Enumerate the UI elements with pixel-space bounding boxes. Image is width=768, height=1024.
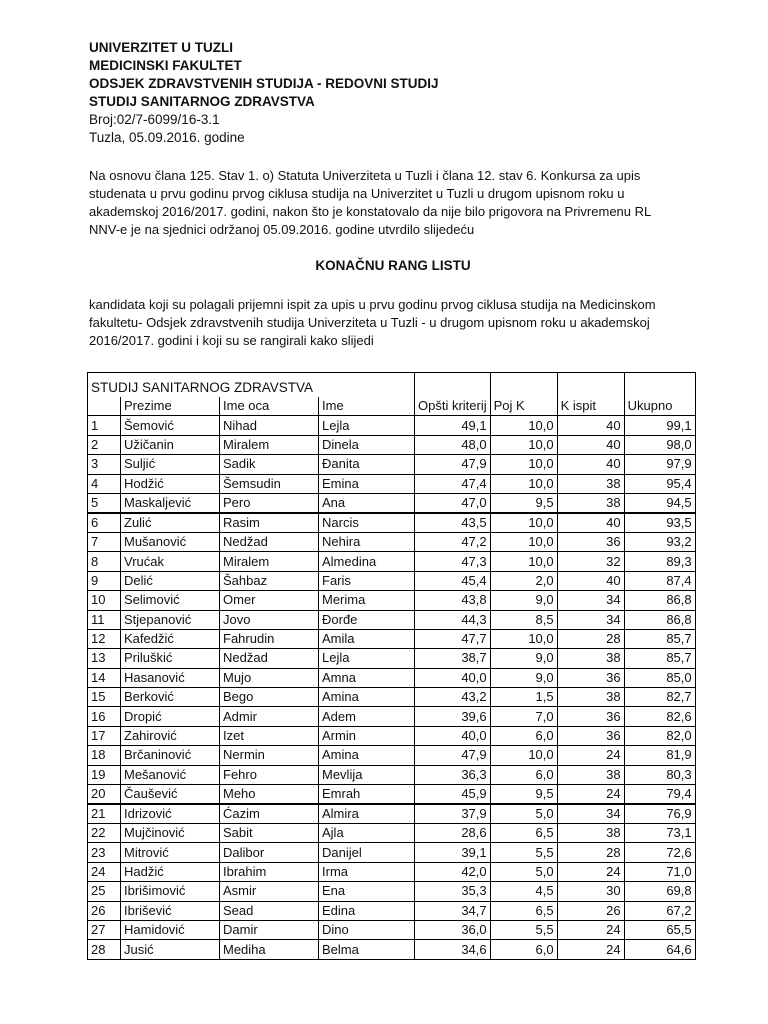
ime-oca-cell: Rasim xyxy=(220,513,319,533)
opsti-kriterij-cell: 38,7 xyxy=(415,649,491,668)
ime-cell: Edina xyxy=(319,901,415,920)
description-line: fakultetu- Odsjek zdravstvenih studija Univerziteta u Tuzli - u drugom upisnom roku u akademskoj xyxy=(89,315,650,330)
k-ispit-cell: 36 xyxy=(557,668,624,687)
ukupno-cell: 82,6 xyxy=(624,707,695,726)
poj-k-cell: 6,0 xyxy=(490,726,557,745)
k-ispit-cell: 38 xyxy=(557,474,624,493)
ukupno-cell: 82,7 xyxy=(624,688,695,707)
poj-k-cell: 10,0 xyxy=(490,552,557,571)
faculty-name: MEDICINSKI FAKULTET xyxy=(89,58,242,73)
rank-cell: 11 xyxy=(88,610,121,629)
ime-oca-cell: Nihad xyxy=(220,416,319,435)
ime-cell: Dino xyxy=(319,920,415,939)
k-ispit-cell: 38 xyxy=(557,688,624,707)
prezime-cell: Čaušević xyxy=(121,785,220,805)
poj-k-cell: 4,5 xyxy=(490,882,557,901)
k-ispit-cell: 24 xyxy=(557,920,624,939)
ukupno-cell: 80,3 xyxy=(624,765,695,784)
ime-cell: Armin xyxy=(319,726,415,745)
opsti-kriterij-cell: 39,6 xyxy=(415,707,491,726)
ukupno-cell: 86,8 xyxy=(624,610,695,629)
reference-number: Broj:02/7-6099/16-3.1 xyxy=(89,112,220,127)
k-ispit-cell: 30 xyxy=(557,882,624,901)
rank-cell: 26 xyxy=(88,901,121,920)
rank-cell: 28 xyxy=(88,940,121,959)
ime-cell: Irma xyxy=(319,862,415,881)
table-row xyxy=(88,532,696,551)
description-line: 2016/2017. godini i koji su se rangirali kako slijedi xyxy=(89,333,374,348)
table-row xyxy=(88,610,696,629)
opsti-kriterij-cell: 35,3 xyxy=(415,882,491,901)
ukupno-cell: 76,9 xyxy=(624,804,695,824)
study-program-name: STUDIJ SANITARNOG ZDRAVSTVA xyxy=(89,94,315,109)
ime-oca-cell: Sadik xyxy=(220,455,319,474)
ime-oca-cell: Pero xyxy=(220,493,319,513)
ukupno-cell: 82,0 xyxy=(624,726,695,745)
table-row xyxy=(88,629,696,648)
table-row xyxy=(88,785,696,805)
ime-cell: Adem xyxy=(319,707,415,726)
document-date: Tuzla, 05.09.2016. godine xyxy=(89,130,245,145)
ime-cell: Đanita xyxy=(319,455,415,474)
ime-cell: Faris xyxy=(319,571,415,590)
k-ispit-cell: 28 xyxy=(557,843,624,862)
k-ispit-cell: 24 xyxy=(557,862,624,881)
description-line: kandidata koji su polagali prijemni ispit za upis u prvu godinu prvog ciklusa studija na Medicinskom xyxy=(89,297,656,312)
prezime-cell: Idrizović xyxy=(121,804,220,824)
rank-cell: 9 xyxy=(88,571,121,590)
ime-oca-cell: Omer xyxy=(220,591,319,610)
ukupno-cell: 85,7 xyxy=(624,629,695,648)
poj-k-cell: 6,0 xyxy=(490,765,557,784)
k-ispit-cell: 40 xyxy=(557,416,624,435)
table-row xyxy=(88,901,696,920)
prezime-cell: Stjepanović xyxy=(121,610,220,629)
table-cell xyxy=(624,373,695,397)
poj-k-cell: 9,5 xyxy=(490,493,557,513)
ukupno-cell: 99,1 xyxy=(624,416,695,435)
rank-cell: 25 xyxy=(88,882,121,901)
prezime-cell: Mešanović xyxy=(121,765,220,784)
table-row xyxy=(88,688,696,707)
ime-cell: Amina xyxy=(319,746,415,765)
poj-k-cell: 10,0 xyxy=(490,513,557,533)
table-title-row xyxy=(88,373,696,397)
k-ispit-cell: 36 xyxy=(557,726,624,745)
column-header-ime-oca: Ime oca xyxy=(220,397,319,416)
table-row xyxy=(88,416,696,435)
k-ispit-cell: 36 xyxy=(557,707,624,726)
rank-cell: 21 xyxy=(88,804,121,824)
poj-k-cell: 6,5 xyxy=(490,901,557,920)
prezime-cell: Hadžić xyxy=(121,862,220,881)
prezime-cell: Zahirović xyxy=(121,726,220,745)
opsti-kriterij-cell: 44,3 xyxy=(415,610,491,629)
ime-oca-cell: Asmir xyxy=(220,882,319,901)
k-ispit-cell: 38 xyxy=(557,493,624,513)
ranking-table xyxy=(87,372,696,960)
k-ispit-cell: 34 xyxy=(557,610,624,629)
k-ispit-cell: 24 xyxy=(557,785,624,805)
ukupno-cell: 85,0 xyxy=(624,668,695,687)
ukupno-cell: 71,0 xyxy=(624,862,695,881)
rank-cell: 7 xyxy=(88,532,121,551)
ime-oca-cell: Jovo xyxy=(220,610,319,629)
poj-k-cell: 5,5 xyxy=(490,843,557,862)
table-row xyxy=(88,571,696,590)
k-ispit-cell: 38 xyxy=(557,824,624,843)
k-ispit-cell: 40 xyxy=(557,571,624,590)
table-cell xyxy=(557,373,624,397)
poj-k-cell: 10,0 xyxy=(490,746,557,765)
prezime-cell: Kafedžić xyxy=(121,629,220,648)
intro-line: studenata u prvu godinu prvog ciklusa studija na Univerzitet u Tuzli u drugom upisnom roku u xyxy=(89,186,625,201)
opsti-kriterij-cell: 28,6 xyxy=(415,824,491,843)
ime-cell: Emrah xyxy=(319,785,415,805)
prezime-cell: Mitrović xyxy=(121,843,220,862)
department-name: ODSJEK ZDRAVSTVENIH STUDIJA - REDOVNI STUDIJ xyxy=(89,76,439,91)
k-ispit-cell: 40 xyxy=(557,435,624,454)
ime-oca-cell: Ibrahim xyxy=(220,862,319,881)
k-ispit-cell: 24 xyxy=(557,746,624,765)
ukupno-cell: 93,5 xyxy=(624,513,695,533)
opsti-kriterij-cell: 34,7 xyxy=(415,901,491,920)
table-row xyxy=(88,591,696,610)
ukupno-cell: 87,4 xyxy=(624,571,695,590)
poj-k-cell: 5,0 xyxy=(490,804,557,824)
table-row xyxy=(88,726,696,745)
prezime-cell: Selimović xyxy=(121,591,220,610)
opsti-kriterij-cell: 45,9 xyxy=(415,785,491,805)
rank-cell: 4 xyxy=(88,474,121,493)
opsti-kriterij-cell: 47,3 xyxy=(415,552,491,571)
ukupno-cell: 79,4 xyxy=(624,785,695,805)
ime-cell: Mevlija xyxy=(319,765,415,784)
opsti-kriterij-cell: 47,4 xyxy=(415,474,491,493)
rank-cell: 3 xyxy=(88,455,121,474)
ime-oca-cell: Sabit xyxy=(220,824,319,843)
poj-k-cell: 10,0 xyxy=(490,455,557,474)
opsti-kriterij-cell: 49,1 xyxy=(415,416,491,435)
ime-cell: Merima xyxy=(319,591,415,610)
opsti-kriterij-cell: 39,1 xyxy=(415,843,491,862)
prezime-cell: Šemović xyxy=(121,416,220,435)
table-title: STUDIJ SANITARNOG ZDRAVSTVA xyxy=(88,373,415,397)
k-ispit-cell: 34 xyxy=(557,804,624,824)
table-row xyxy=(88,920,696,939)
ime-oca-cell: Admir xyxy=(220,707,319,726)
ime-cell: Almedina xyxy=(319,552,415,571)
rank-cell: 5 xyxy=(88,493,121,513)
table-row xyxy=(88,668,696,687)
poj-k-cell: 6,5 xyxy=(490,824,557,843)
ime-cell: Ena xyxy=(319,882,415,901)
prezime-cell: Hodžić xyxy=(121,474,220,493)
column-header-ukupno: Ukupno xyxy=(624,397,695,416)
ime-oca-cell: Izet xyxy=(220,726,319,745)
ukupno-cell: 93,2 xyxy=(624,532,695,551)
table-row xyxy=(88,940,696,959)
table-row xyxy=(88,435,696,454)
poj-k-cell: 1,5 xyxy=(490,688,557,707)
ime-oca-cell: Mujo xyxy=(220,668,319,687)
column-header xyxy=(88,397,121,416)
table-row xyxy=(88,474,696,493)
ime-oca-cell: Sead xyxy=(220,901,319,920)
ukupno-cell: 65,5 xyxy=(624,920,695,939)
prezime-cell: Ibrišimović xyxy=(121,882,220,901)
ukupno-cell: 95,4 xyxy=(624,474,695,493)
ime-cell: Almira xyxy=(319,804,415,824)
poj-k-cell: 6,0 xyxy=(490,940,557,959)
poj-k-cell: 10,0 xyxy=(490,474,557,493)
prezime-cell: Delić xyxy=(121,571,220,590)
intro-line: akademskoj 2016/2017. godini, nakon što je konstatovalo da nije bilo prigovora na Privremenu RL xyxy=(89,204,652,219)
rank-cell: 18 xyxy=(88,746,121,765)
table-row xyxy=(88,862,696,881)
rank-cell: 16 xyxy=(88,707,121,726)
poj-k-cell: 10,0 xyxy=(490,629,557,648)
rank-cell: 13 xyxy=(88,649,121,668)
prezime-cell: Ibrišević xyxy=(121,901,220,920)
prezime-cell: Vrućak xyxy=(121,552,220,571)
opsti-kriterij-cell: 37,9 xyxy=(415,804,491,824)
rank-cell: 2 xyxy=(88,435,121,454)
opsti-kriterij-cell: 47,0 xyxy=(415,493,491,513)
ime-oca-cell: Damir xyxy=(220,920,319,939)
k-ispit-cell: 38 xyxy=(557,765,624,784)
ukupno-cell: 97,9 xyxy=(624,455,695,474)
prezime-cell: Brčaninović xyxy=(121,746,220,765)
ime-oca-cell: Nedžad xyxy=(220,649,319,668)
rank-cell: 6 xyxy=(88,513,121,533)
poj-k-cell: 9,0 xyxy=(490,591,557,610)
table-row xyxy=(88,746,696,765)
ime-cell: Nehira xyxy=(319,532,415,551)
opsti-kriterij-cell: 47,9 xyxy=(415,455,491,474)
k-ispit-cell: 28 xyxy=(557,629,624,648)
opsti-kriterij-cell: 40,0 xyxy=(415,726,491,745)
k-ispit-cell: 36 xyxy=(557,532,624,551)
opsti-kriterij-cell: 45,4 xyxy=(415,571,491,590)
prezime-cell: Mujčinović xyxy=(121,824,220,843)
ime-oca-cell: Fahrudin xyxy=(220,629,319,648)
opsti-kriterij-cell: 43,2 xyxy=(415,688,491,707)
poj-k-cell: 9,0 xyxy=(490,649,557,668)
rank-cell: 22 xyxy=(88,824,121,843)
university-name: UNIVERZITET U TUZLI xyxy=(89,40,233,55)
column-header-poj-k: Poj K xyxy=(490,397,557,416)
ime-cell: Emina xyxy=(319,474,415,493)
opsti-kriterij-cell: 47,9 xyxy=(415,746,491,765)
k-ispit-cell: 26 xyxy=(557,901,624,920)
ime-cell: Belma xyxy=(319,940,415,959)
k-ispit-cell: 32 xyxy=(557,552,624,571)
ime-oca-cell: Nermin xyxy=(220,746,319,765)
prezime-cell: Jusić xyxy=(121,940,220,959)
rank-cell: 17 xyxy=(88,726,121,745)
k-ispit-cell: 40 xyxy=(557,455,624,474)
rank-cell: 20 xyxy=(88,785,121,805)
rank-cell: 8 xyxy=(88,552,121,571)
table-row xyxy=(88,493,696,513)
ukupno-cell: 81,9 xyxy=(624,746,695,765)
ukupno-cell: 69,8 xyxy=(624,882,695,901)
ime-cell: Amila xyxy=(319,629,415,648)
intro-line: NNV-e je na sjednici održanoj 05.09.2016. godine utvrdilo slijedeću xyxy=(89,222,475,237)
intro-line: Na osnovu člana 125. Stav 1. o) Statuta Univerziteta u Tuzli i člana 12. stav 6. Konkursa za upis xyxy=(89,168,641,183)
ime-cell: Danijel xyxy=(319,843,415,862)
rank-list-title: KONAČNU RANG LISTU xyxy=(315,258,471,273)
opsti-kriterij-cell: 43,8 xyxy=(415,591,491,610)
table-header-row xyxy=(88,397,696,416)
poj-k-cell: 5,0 xyxy=(490,862,557,881)
opsti-kriterij-cell: 40,0 xyxy=(415,668,491,687)
rank-cell: 24 xyxy=(88,862,121,881)
ukupno-cell: 64,6 xyxy=(624,940,695,959)
ime-oca-cell: Fehro xyxy=(220,765,319,784)
k-ispit-cell: 24 xyxy=(557,940,624,959)
opsti-kriterij-cell: 47,2 xyxy=(415,532,491,551)
table-row xyxy=(88,513,696,533)
prezime-cell: Mušanović xyxy=(121,532,220,551)
prezime-cell: Užičanin xyxy=(121,435,220,454)
ime-oca-cell: Bego xyxy=(220,688,319,707)
table-row xyxy=(88,552,696,571)
table-row xyxy=(88,649,696,668)
prezime-cell: Zulić xyxy=(121,513,220,533)
poj-k-cell: 10,0 xyxy=(490,435,557,454)
table-row xyxy=(88,455,696,474)
ime-oca-cell: Mediha xyxy=(220,940,319,959)
ime-cell: Narcis xyxy=(319,513,415,533)
ime-cell: Đorđe xyxy=(319,610,415,629)
ime-cell: Ajla xyxy=(319,824,415,843)
prezime-cell: Dropić xyxy=(121,707,220,726)
ukupno-cell: 73,1 xyxy=(624,824,695,843)
table-row xyxy=(88,843,696,862)
ukupno-cell: 85,7 xyxy=(624,649,695,668)
prezime-cell: Maskaljević xyxy=(121,493,220,513)
ime-oca-cell: Dalibor xyxy=(220,843,319,862)
prezime-cell: Priluškić xyxy=(121,649,220,668)
column-header-opsti-kriterij: Opšti kriterij xyxy=(415,397,491,416)
poj-k-cell: 8,5 xyxy=(490,610,557,629)
column-header-k-ispit: K ispit xyxy=(557,397,624,416)
ime-oca-cell: Meho xyxy=(220,785,319,805)
table-row xyxy=(88,707,696,726)
opsti-kriterij-cell: 43,5 xyxy=(415,513,491,533)
prezime-cell: Suljić xyxy=(121,455,220,474)
poj-k-cell: 7,0 xyxy=(490,707,557,726)
rank-cell: 23 xyxy=(88,843,121,862)
poj-k-cell: 10,0 xyxy=(490,416,557,435)
poj-k-cell: 9,0 xyxy=(490,668,557,687)
ime-oca-cell: Miralem xyxy=(220,552,319,571)
k-ispit-cell: 40 xyxy=(557,513,624,533)
ime-oca-cell: Ćazim xyxy=(220,804,319,824)
ime-oca-cell: Nedžad xyxy=(220,532,319,551)
opsti-kriterij-cell: 47,7 xyxy=(415,629,491,648)
rank-cell: 27 xyxy=(88,920,121,939)
rank-cell: 19 xyxy=(88,765,121,784)
column-header-prezime: Prezime xyxy=(121,397,220,416)
opsti-kriterij-cell: 48,0 xyxy=(415,435,491,454)
opsti-kriterij-cell: 36,3 xyxy=(415,765,491,784)
k-ispit-cell: 34 xyxy=(557,591,624,610)
prezime-cell: Hamidović xyxy=(121,920,220,939)
ime-oca-cell: Šemsudin xyxy=(220,474,319,493)
prezime-cell: Berković xyxy=(121,688,220,707)
table-cell xyxy=(415,373,491,397)
opsti-kriterij-cell: 34,6 xyxy=(415,940,491,959)
ukupno-cell: 98,0 xyxy=(624,435,695,454)
poj-k-cell: 5,5 xyxy=(490,920,557,939)
opsti-kriterij-cell: 36,0 xyxy=(415,920,491,939)
ime-cell: Ana xyxy=(319,493,415,513)
ukupno-cell: 89,3 xyxy=(624,552,695,571)
ime-cell: Dinela xyxy=(319,435,415,454)
table-row xyxy=(88,882,696,901)
description-paragraph xyxy=(89,296,689,350)
rank-cell: 15 xyxy=(88,688,121,707)
poj-k-cell: 9,5 xyxy=(490,785,557,805)
ukupno-cell: 86,8 xyxy=(624,591,695,610)
table-row xyxy=(88,804,696,824)
table-row xyxy=(88,824,696,843)
opsti-kriterij-cell: 42,0 xyxy=(415,862,491,881)
k-ispit-cell: 38 xyxy=(557,649,624,668)
prezime-cell: Hasanović xyxy=(121,668,220,687)
table-cell xyxy=(490,373,557,397)
ime-oca-cell: Šahbaz xyxy=(220,571,319,590)
ukupno-cell: 72,6 xyxy=(624,843,695,862)
ime-oca-cell: Miralem xyxy=(220,435,319,454)
ime-cell: Lejla xyxy=(319,649,415,668)
rank-cell: 12 xyxy=(88,629,121,648)
ime-cell: Lejla xyxy=(319,416,415,435)
column-header-ime: Ime xyxy=(319,397,415,416)
ime-cell: Amna xyxy=(319,668,415,687)
table-row xyxy=(88,765,696,784)
rank-cell: 10 xyxy=(88,591,121,610)
rank-cell: 14 xyxy=(88,668,121,687)
ukupno-cell: 94,5 xyxy=(624,493,695,513)
intro-paragraph xyxy=(89,167,689,239)
poj-k-cell: 2,0 xyxy=(490,571,557,590)
poj-k-cell: 10,0 xyxy=(490,532,557,551)
rank-cell: 1 xyxy=(88,416,121,435)
ime-cell: Amina xyxy=(319,688,415,707)
ukupno-cell: 67,2 xyxy=(624,901,695,920)
